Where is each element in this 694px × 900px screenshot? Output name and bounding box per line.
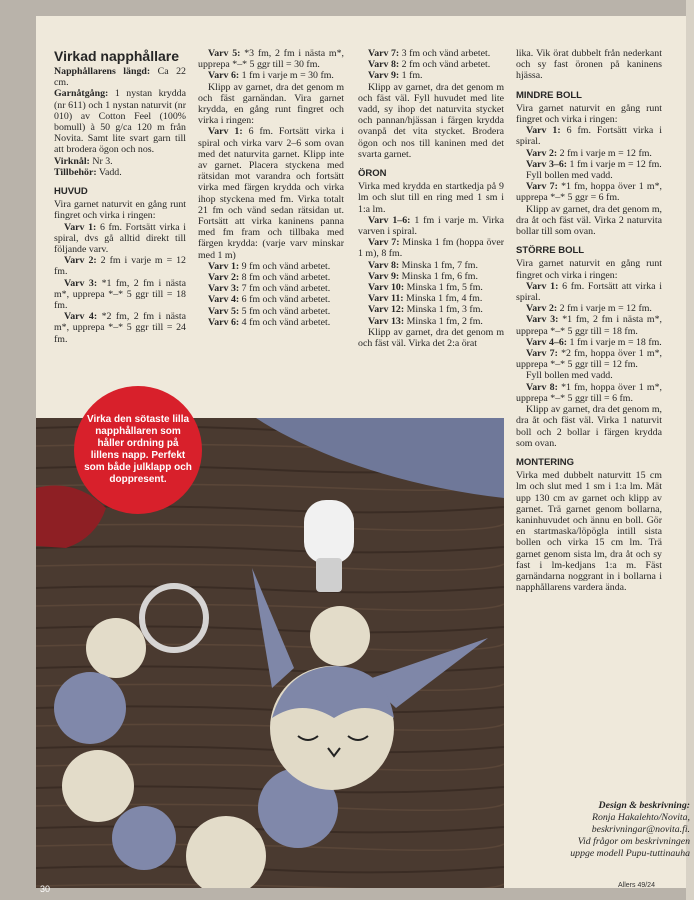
row-label: Varv 8: [368, 259, 400, 271]
row-text: 7 fm och vänd arbetet. [239, 283, 331, 295]
credits-line: beskrivningar@novita.fi. [591, 824, 690, 835]
instruction-row [516, 382, 662, 404]
instruction-row [198, 48, 344, 70]
section-heading-storre-boll: STÖRRE BOLL [516, 245, 585, 257]
row-text: 9 fm och vänd arbetet. [239, 260, 331, 272]
promo-badge: Virka den sötaste lilla napphållaren som håller ordning på lillens napp. Perfekt som både julklapp och doppresent. [74, 386, 202, 514]
row-label: Varv 4: [208, 294, 240, 306]
column-3 [358, 48, 504, 349]
instruction-row [516, 148, 662, 159]
instruction-row [516, 170, 662, 181]
row-text: 6 fm och vänd arbetet. [239, 294, 331, 306]
column-1 [54, 48, 186, 345]
row-label: Varv 1: [64, 221, 97, 233]
row-label: Varv 3: [64, 277, 98, 289]
montering-text: Virka med dubbelt naturvitt 15 cm lm och slut med 1 sm i 1:a lm. Mät upp 130 cm av garnet och klipp av garnet. Trä garnet genom bollarna, kaninhuvudet och ännu en boll. Gör en startmaska/löpögla intill sista bollen och virka 15 cm lm. Trä garnet genom sista lm, dra åt och sy fast i lm-kedjans 1:a m. Fäst garnändarna noggrant in i bollarna i napphållarens vardera ända. [516, 470, 662, 594]
instruction-row [198, 70, 344, 81]
row-text: 1 fm i varje m. Virka varven i spiral. [358, 214, 504, 238]
row-label: Varv 1: [526, 125, 561, 137]
storre-boll-lead: Vira garnet naturvit en gång runt fingret och virka i ringen: [516, 258, 662, 281]
row-text: 6 fm. Fortsätt att virka i spiral. [516, 280, 662, 304]
section-heading-huvud: HUVUD [54, 186, 88, 198]
instruction-row [54, 66, 186, 88]
instruction-row [358, 237, 504, 259]
column-4 [516, 48, 662, 593]
row-text: Klipp av garnet, dra det genom m, dra åt och fäst väl. Virka 2 naturvita bollar till som ovan. [516, 203, 662, 238]
row-label: Varv 6: [208, 316, 240, 328]
row-label: Varv 2: [526, 147, 558, 159]
ear-finish-text: lika. Vik örat dubbelt från nederkant och sy fast öronen på kaninens hjässa. [516, 48, 662, 82]
huvud-lead: Vira garnet naturvit en gång runt fingret och virka i ringen: [54, 199, 186, 222]
section-heading-montering: MONTERING [516, 456, 575, 468]
instruction-row [516, 370, 662, 381]
row-text: 6 fm. Fortsätt virka i spiral och virka varv 2–6 som ovan med det naturvita garnet. Klipp inte av garnet. Placera styckena med rätsidan mot varandra och fortsätt virka med färgen krydda och virka ihop styckena med fm. Virka totalt 21 fm och vänd sedan rätsidan ut. Fortsätt att virka kaninens panna med fm fram och tillbaka med färgen krydda: (varje varv minskar med 1 m) [198, 126, 344, 261]
huvud-continued [198, 48, 344, 328]
row-text: Minska 1 fm, 3 fm. [404, 304, 483, 316]
instruction-row [516, 125, 662, 147]
instruction-row [54, 311, 186, 345]
storre-boll-rows [516, 281, 662, 449]
row-text: 1 fm i varje m = 30 fm. [239, 70, 334, 82]
row-label: Varv 7: [368, 237, 400, 249]
credits-line: Vid frågor om beskrivningen [577, 836, 690, 847]
row-label: Varv 2: [64, 255, 97, 267]
row-text: Minska 1 fm, 5 fm. [404, 282, 483, 294]
row-label: Varv 1: [526, 280, 559, 292]
credits-label: Design & beskrivning: [598, 800, 690, 811]
instruction-row [358, 304, 504, 315]
row-label: Varv 2: [526, 303, 558, 315]
row-text: Minska 1 fm (hoppa över 1 m), 8 fm. [358, 237, 504, 260]
row-text: 1 fm i varje m = 12 fm. [567, 158, 662, 170]
row-text: 2 fm i varje m = 12 fm. [557, 303, 652, 315]
row-label: Varv 4–6: [526, 336, 568, 348]
credits-line: uppge modell Pupu-tuttinauha [570, 848, 690, 859]
row-label: Varv 12: [368, 304, 405, 316]
instruction-row [358, 293, 504, 304]
row-text: *1 fm, hoppa över 1 m*, upprepa *–* 5 ggr till = 6 fm. [516, 381, 662, 404]
row-label: Varv 13: [368, 315, 405, 327]
row-label: Varv 4: [64, 311, 98, 323]
instruction-row [358, 215, 504, 237]
instruction-row [358, 260, 504, 271]
row-text: Klipp av garnet, dra det genom m och fäst väl. Virka det 2:a örat [358, 326, 504, 350]
row-text: 2 fm och vänd arbetet. [399, 59, 491, 71]
row-label: Napphållarens längd: [54, 66, 151, 77]
row-text: 4 fm och vänd arbetet. [239, 316, 331, 328]
huvud-finish [358, 48, 504, 160]
row-text: *3 fm, 2 fm i nästa m*, upprepa *–* 5 ggr till = 30 fm. [198, 48, 344, 71]
row-text: *1 fm, 2 fm i nästa m*, upprepa *–* 5 ggr till = 18 fm. [54, 277, 186, 312]
instruction-row [198, 306, 344, 317]
instruction-row [198, 82, 344, 127]
instruction-row [516, 314, 662, 336]
materials-block [54, 66, 186, 178]
instruction-row [198, 317, 344, 328]
row-label: Tillbehör: [54, 166, 97, 178]
instruction-row [516, 159, 662, 170]
row-text: Minska 1 fm, 2 fm. [404, 315, 483, 327]
instruction-row [54, 88, 186, 155]
row-label: Varv 2: [208, 272, 240, 284]
row-text: 8 fm och vänd arbetet. [239, 272, 331, 284]
instruction-row [516, 404, 662, 449]
row-label: Varv 10: [368, 282, 405, 294]
oron-lead: Virka med krydda en startkedja på 9 lm och slut till en ring med 1 sm i 1:a lm. [358, 181, 504, 215]
instruction-row [358, 48, 504, 59]
row-text: Vadd. [96, 166, 122, 178]
instruction-row [516, 181, 662, 203]
instruction-row [516, 348, 662, 370]
row-text: Klipp av garnet, dra det genom m och fäst garnändan. Vira garnet krydda, en gång runt fingret och virka i ringen: [198, 81, 344, 127]
row-label: Varv 1: [208, 260, 240, 272]
row-text: Fyll bollen med vadd. [526, 370, 613, 382]
mindre-boll-lead: Vira garnet naturvit en gång runt fingret och virka i ringen: [516, 102, 662, 126]
row-label: Varv 7: [526, 348, 558, 360]
row-text: 1 nystan krydda (nr 611) och 1 nystan naturvit (nr 010) av Cotton Feel (100% bomull) à 50 g/ca 120 m från Novita. Samt lite svart garn till att brodera ögon och nos. [54, 88, 186, 156]
row-text: 2 fm i varje m = 12 fm. [557, 147, 652, 159]
page-edge [686, 0, 694, 900]
instruction-row [358, 271, 504, 282]
row-label: Varv 3–6: [526, 158, 568, 170]
row-text: *2 fm, 2 fm i nästa m*, upprepa *–* 5 ggr till = 24 fm. [54, 311, 186, 345]
row-label: Varv 7: [368, 48, 400, 59]
row-label: Varv 8: [526, 381, 558, 393]
credits [510, 800, 690, 860]
row-label: Varv 5: [208, 48, 241, 59]
instruction-row [516, 204, 662, 238]
row-text: *1 fm, 2 fm i nästa m*, upprepa *–* 5 ggr till = 18 fm. [516, 314, 662, 337]
row-text: Klipp av garnet, dra det genom m, dra åt och fäst väl. Virka 1 naturvit boll och 2 bollar i färgen krydda som ovan. [516, 404, 662, 449]
row-text: Ca 22 cm. [54, 66, 186, 89]
instruction-row [54, 156, 186, 167]
instruction-row [54, 278, 186, 312]
row-text: 5 fm och vänd arbetet. [239, 305, 331, 317]
row-text: 1 fm i varje m = 18 fm. [567, 336, 662, 348]
instruction-row [54, 222, 186, 256]
row-label: Varv 11: [368, 293, 404, 305]
instruction-row [54, 255, 186, 277]
row-label: Varv 1: [208, 126, 243, 138]
row-text: Klipp av garnet, dra det genom m och fäst väl. Fyll huvudet med lite vadd, sy ihop det naturvita stycket och pannan/hjässan i färgen krydda ovanpå det vita stycket. Brodera ögon och nos till kaninen med det svarta garnet. [358, 81, 504, 160]
instruction-row [198, 294, 344, 305]
instruction-row [198, 126, 344, 260]
row-label: Varv 9: [368, 270, 400, 282]
instruction-row [54, 167, 186, 178]
instruction-row [516, 281, 662, 303]
row-text: Minska 1 fm, 7 fm. [399, 259, 478, 271]
section-heading-mindre-boll: MINDRE BOLL [516, 89, 582, 101]
instruction-row [198, 283, 344, 294]
row-label: Varv 3: [208, 283, 240, 295]
row-text: 2 fm i varje m = 12 fm. [54, 255, 186, 278]
row-text: 1 fm. [399, 70, 423, 82]
row-text: *1 fm, hoppa över 1 m*, upprepa *–* 5 ggr = 6 fm. [516, 181, 662, 204]
row-text: Minska 1 fm, 4 fm. [403, 293, 483, 305]
column-2 [198, 48, 344, 328]
instruction-row [358, 70, 504, 81]
row-label: Varv 9: [368, 70, 400, 82]
instruction-row [198, 261, 344, 272]
row-text: 6 fm. Fortsätt virka i spiral. [516, 125, 662, 148]
instruction-row [516, 337, 662, 348]
article-title: Virkad napphållare [54, 48, 180, 64]
row-text: 6 fm. Fortsätt virka i spiral, dvs gå alltid direkt till följande varv. [54, 221, 186, 256]
row-label: Virknål: [54, 155, 90, 167]
row-label: Varv 3: [526, 314, 559, 326]
instruction-row [358, 59, 504, 70]
row-text: *2 fm, hoppa över 1 m*, upprepa *–* 5 ggr till = 12 fm. [516, 348, 662, 371]
instruction-row [358, 316, 504, 327]
instruction-row [358, 82, 504, 160]
instruction-row [516, 303, 662, 314]
row-label: Varv 1–6: [368, 214, 411, 226]
instruction-row [198, 272, 344, 283]
row-text: Nr 3. [89, 155, 113, 167]
row-label: Varv 8: [368, 59, 400, 71]
row-text: Minska 1 fm, 6 fm. [399, 270, 478, 282]
credits-line: Ronja Hakalehto/Novita, [592, 812, 690, 823]
page-number: 30 [40, 884, 51, 894]
instruction-row [358, 282, 504, 293]
row-text: Fyll bollen med vadd. [526, 170, 613, 182]
mindre-boll-rows [516, 125, 662, 237]
row-label: Varv 5: [208, 305, 240, 317]
issue-footer: Allers 49/24 [618, 882, 655, 889]
oron-rows [358, 215, 504, 349]
row-label: Varv 7: [526, 181, 558, 193]
instruction-row [358, 327, 504, 349]
row-label: Varv 6: [208, 70, 240, 82]
section-heading-oron: ÖRON [358, 168, 387, 180]
row-label: Garnåtgång: [54, 88, 109, 100]
row-text: 3 fm och vänd arbetet. [399, 48, 491, 59]
huvud-rows [54, 222, 186, 345]
